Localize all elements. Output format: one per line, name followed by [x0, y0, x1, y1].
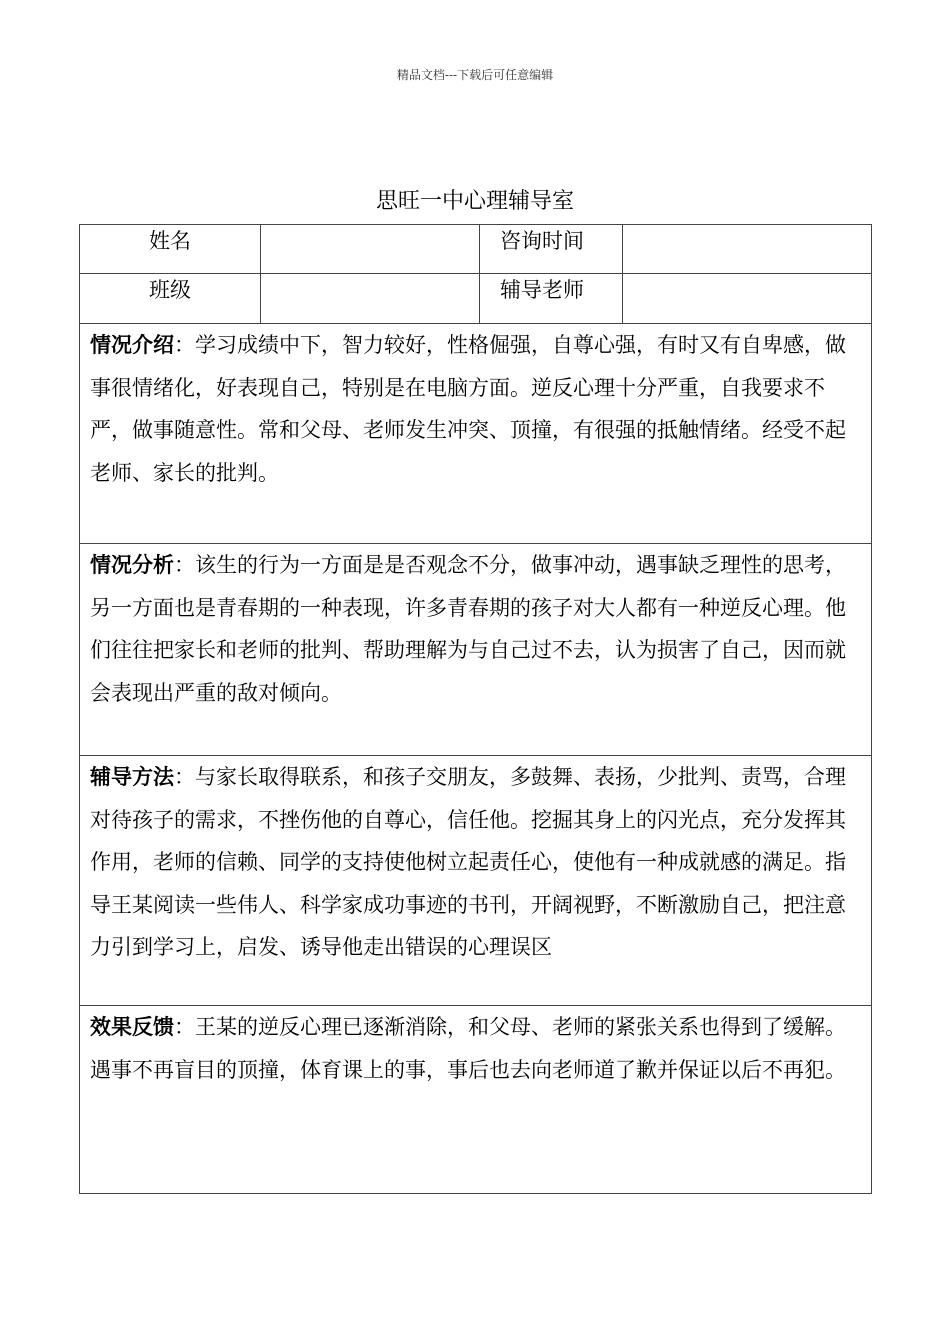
section-heading: 辅导方法	[90, 765, 174, 789]
name-label: 姓名	[149, 229, 191, 253]
section-text: ：该生的行为一方面是是否观念不分，做事冲动，遇事缺乏理性的思考，另一方面也是青春期的一种表现，许多青春期的孩子对大人都有一种逆反心理。他们往往把家长和老师的批判、帮助理解为与自己过不去，认为损害了自己，因而就会表现出严重的敌对倾向。	[90, 553, 846, 705]
class-label: 班级	[149, 278, 191, 302]
teacher-label-cell	[480, 274, 623, 324]
watermark-text: 精品文档---下载后可任意编辑	[396, 68, 554, 82]
section-text: ：学习成绩中下，智力较好，性格倔强，自尊心强，有时又有自卑感，做事很情绪化，好表现自己，特别是在电脑方面。逆反心理十分严重，自我要求不严，做事随意性。常和父母、老师发生冲突、顶撞，有很强的抵触情绪。经受不起老师、家长的批判。	[90, 333, 846, 485]
situation-intro-section	[80, 324, 872, 544]
consult-time-label: 咨询时间	[500, 229, 584, 253]
class-field[interactable]	[261, 274, 480, 324]
section-text: ：王某的逆反心理已逐渐消除，和父母、老师的紧张关系也得到了缓解。遇事不再盲目的顶撞，体育课上的事，事后也去向老师道了歉并保证以后不再犯。	[90, 1015, 846, 1082]
teacher-field[interactable]	[623, 274, 872, 324]
consult-time-field[interactable]	[623, 225, 872, 274]
consult-time-label-cell	[480, 225, 623, 274]
situation-analysis-section	[80, 544, 872, 756]
effect-feedback-section	[80, 1006, 872, 1194]
name-label-cell	[80, 225, 261, 274]
counseling-record-table	[79, 224, 872, 1194]
section-heading: 情况介绍	[90, 333, 174, 357]
class-label-cell	[80, 274, 261, 324]
section-heading: 情况分析	[90, 553, 174, 577]
page-title: 思旺一中心理辅导室	[375, 189, 574, 214]
name-field[interactable]	[261, 225, 480, 274]
teacher-label: 辅导老师	[500, 278, 584, 302]
section-text: ：与家长取得联系，和孩子交朋友，多鼓舞、表扬，少批判、责骂，合理对待孩子的需求，不挫伤他的自尊心，信任他。挖掘其身上的闪光点，充分发挥其作用，老师的信赖、同学的支持使他树立起责任心，使他有一种成就感的满足。指导王某阅读一些伟人、科学家成功事迹的书刊，开阔视野，不断激励自己，把注意力引到学习上，启发、诱导他走出错误的心理误区	[90, 765, 846, 959]
section-heading: 效果反馈	[90, 1015, 174, 1039]
counseling-method-section	[80, 756, 872, 1006]
